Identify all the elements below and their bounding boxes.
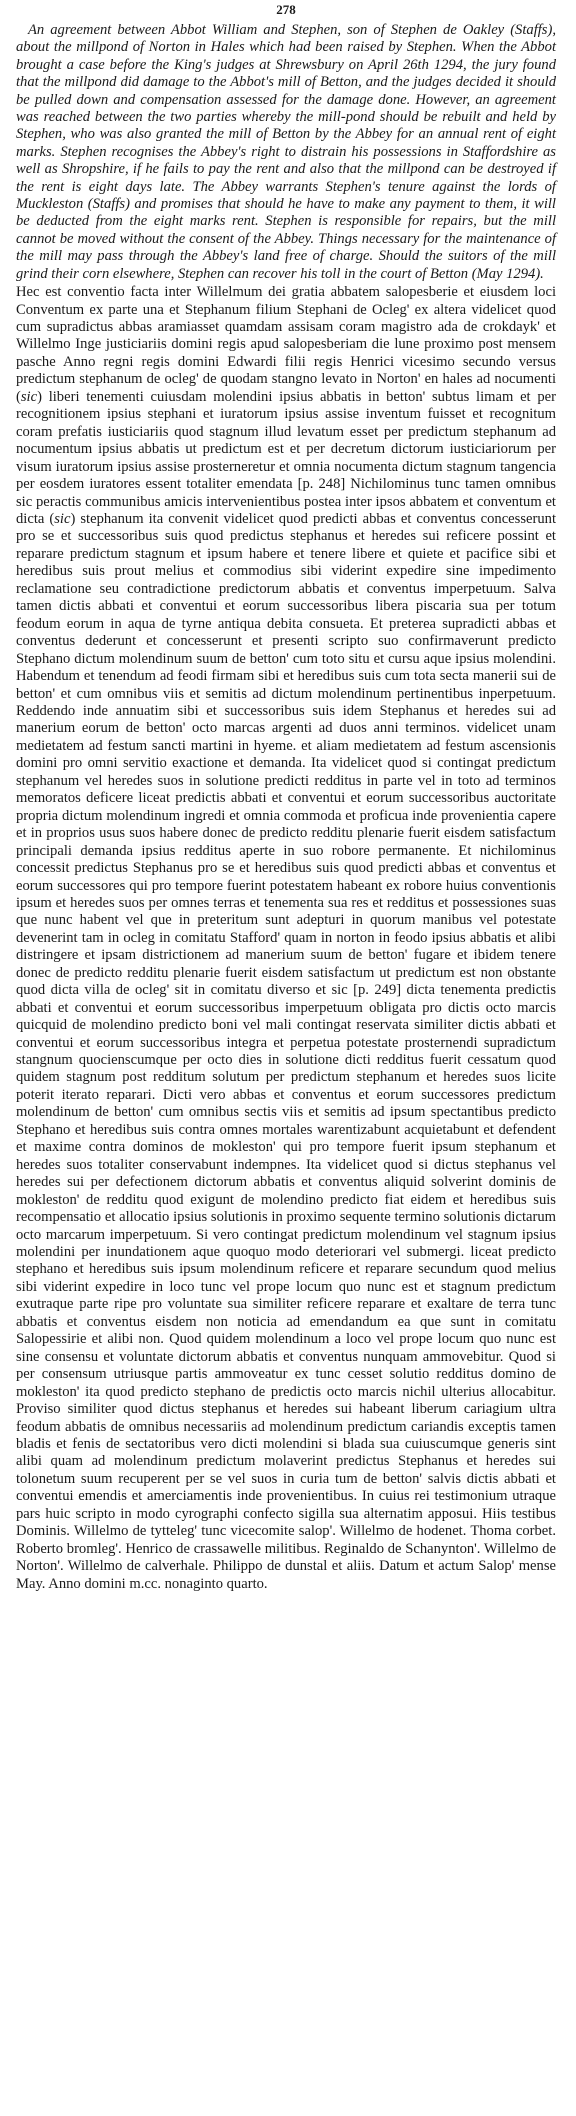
charter-part-2: ) liberi tenementi cuiusdam molendini ipsius abbatis in betton' subtus limam et per recognitionem ipsius stephani et iuratorum ipsius assise inventum fuisset et recognitum coram prefatis iusticiariis quod stagnum illud levatum esset per predictum stephanum ad nocumentum ipsius abbatis ut predictum est et per decretum dictorum iusticiariorum per visum iuratorum ipsius assise prosterneretur et omnia nocumenta dictum stagnum tangencia per eosdem iuratores essent totaliter emendata [p. 248] Nichilominus tunc tamen omnibus sic peractis communibus amicis intervenientibus postea inter ipsos abbatem et conventum et dicta ( (16, 388, 556, 527)
charter-part-1: Hec est conventio facta inter Willelmum dei gratia abbatem salopesberie et eiusdem loci Conventum ex parte una et Stephanum filium Stephani de Ocleg' ex altera videlicet quod cum supradictus abbas aramiasset quamdam assisam coram magistro ada de crokdayk' et Willelmo Inge justiciariis domini regis apud salopesberiam die lune proximo post mensem pasche Anno regni regis domini Edwardi filii regis Henrici vicesimo secundo versus predictum stephanum de ocleg' de quodam stangno levato in Norton' en hales ad nocumenti ( (16, 284, 556, 405)
latin-charter (16, 284, 556, 1593)
sic-note-1: sic (20, 388, 38, 405)
charter-text (16, 284, 556, 1593)
charter-part-3: ) stephanum ita convenit videlicet quod predicti abbas et conventus concesserunt pro se et successoribus suis quod predictus stephanus et heredes sui reficere possint et reparare predictum stagnum et ipsum habere et tenere libere et quiete et pacifice sibi et heredibus suis prout melius et commodius sibi viderint expedire sine impedimento reclamatione seu contradictione predictorum abbatis et conventus imperpetuum. Salva tamen dictis abbati et conventui et eorum successoribus libera piscaria sua per totum feodum eorum in aqua de tyrne antiqua debita consueta. Et preterea supradicti abbas et conventus dederunt et concesserunt et presenti scripto suo confirmaverunt predicto Stephano dictum molendinum suum de betton' cum toto situ et cursu aque ipsius molendini. Habendum et tenendum ad feodi firmam sibi et heredibus suis cum tota secta manerii sui de betton' et cum omnibus viis et semitis ad dictum molendinum pertinentibus inperpetuum. Reddendo inde annuatim sibi et successoribus suis idem Stephanus et heredes sui ad manerium eorum de betton' octo marcas argenti ad duos anni terminos. videlicet unam medietatem ad festum sancti martini in hyeme. et aliam medietatem ad festum ascensionis domini pro omni servitio exactione et demanda. Ita videlicet quod si contingat predictum stephanum vel heredes suos in solutione predicti redditus in parte vel in toto ad terminos memoratos deficere liceat predictis abbati et conventui et eorum successoribus auctoritate propria dictum molendinum ingredi et omnia commoda et proficua inde provenientia capere et in proprios usus suos habere donec de predicto redditu plenarie fuerit eisdem satisfactum principali demanda ipsius redditus aperte in suo robore permanente. Et nichilominus concessit predictus Stephanus pro se et heredibus suis quod predicti abbas et conventus et eorum successores qui pro tempore fuerint potestatem habeant ex robore huius conventionis ipsum et heredes suos per omnes terras et tenementa sua res et redditus et possessiones suas que nunc habent vel que in preteritum sunt adepturi in quorum manibus vel potestate devenerint tam in ocleg in comitatu Stafford' quam in norton in feodo ipsius abbatis et alibi distringere et ipsam districtionem ad manerium suum de betton' fugare et ibidem tenere donec de predicto redditu plenarie fuerit eisdem satisfactum ut predictum est non obstante quod dicta villa de ocleg' sit in comitatu diverso et sic [p. 249] dicta tenementa predictis abbati et conventui et eorum successoribus imperpetuum obligata pro dictis octo marcis quicquid de molendino predicto boni vel mali contingat reservata similiter dictis abbati et conventui et eorum successoribus integra et perpetua potestate prosternendi supradictum stangnum quocienscumque per octo dies in solutione dicti redditus fuerit cessatum quod quidem stagnum post redditum solutum per predictum stephanum et heredes suos licite poterit iterato reparari. Dicti vero abbas et conventus et eorum successores predictum molendinum de betton' cum omnibus sectis viis et semitis ad ipsum spectantibus predicto Stephano et heredibus suis contra omnes mortales warentizabunt acquietabunt et defendent et maxime contra dominos de mokleston' qui pro tempore fuerit ipsum stephanum et heredes suos totaliter conservabunt indempnes. Ita videlicet quod si dictus stephanus vel heredes sui per defectionem dictorum abbatis et conventus aliquid solverint dominis de mokleston' de redditu quod exigunt de molendino predicto fiat eidem et heredibus suis recompensatio et allocatio ipsius solutionis in proximo sequente termino solutionis dictarum octo marcarum imperpetuum. Si vero contingat predictum molendinum vel stagnum ipsius molendini per inundationem aque quoquo modo deteriorari vel submergi. liceat predicto stephano et heredibus suis ipsum molendinum reficere et reparare secundum quod melius sibi viderint expedire in loco tunc vel prope locum quo nunc est et stagnum predictum exutraque parte ripe pro voluntate sua similiter reficere reparare et exaltare de terra tunc abbatis et conventus eisdem non noticia ad emendandum ea que sunt in comitatu Salopessirie et alibi non. Quod quidem molendinum a loco vel prope locum quo nunc est sine consensu et voluntate dictorum abbatis et conventus nunquam ammovebitur. Quod si per consensum utriusque partis ammoveatur ex tunc cesset solutio redditus domino de mokleston' ita quod predicto stephano de predictis octo marcis nichil ulterius allocabitur. Proviso similiter quod dictus stephanus et heredes sui habeant liberum cariagium ultra feodum abbatis de omnibus necessariis ad molendinum predictum cariandis exceptis tamen bladis et fenis de sectatoribus vero dicti molendini si blada sua cuiuscumque generis sint alibi quam ad molendinum predictum molaverint predictus Stephanus et heredes sui tolonetum suum recuperent per se vel suos in curia tum de betton' salvis dictis abbati et conventui emendis et amerciamentis inde provenientibus. In cuius rei testimonium utraque pars huic scripto in modo cyrographi confecto sigilla sua alternatim apposui. Hiis testibus Dominis. Willelmo de tytteleg' tunc vicecomite salop'. Willelmo de hodenet. Thoma corbet. Roberto bromleg'. Henrico de crassawelle militibus. Reginaldo de Schanynton'. Willelmo de Norton'. Willelmo de calverhale. Philippo de dunstal et aliis. Datum et actum Salop' mense May. Anno domini m.cc. nonaginto quarto. (16, 510, 556, 1592)
sic-note-2: sic (54, 510, 71, 527)
english-summary: An agreement between Abbot William and Stephen, son of Stephen de Oakley (Staffs), about the millpond of Norton in Hales which had been raised by Stephen. When the Abbot brought a case before the King's judges at Shrewsbury on April 26th 1294, the jury found that the millpond did damage to the Abbot's mill of Betton, and the judges decided it should be pulled down and compensation assessed for the damage done. However, an agreement was reached between the two parties whereby the mill-pond should be rebuilt and held by Stephen, who was also granted the mill of Betton by the Abbey for an annual rent of eight marks. Stephen recognises the Abbey's right to distrain his possessions in Staffordshire as well as Shropshire, if he fails to pay the rent and also that the millpond can be destroyed if the rent is eight days late. The Abbey warrants Stephen's tenure against the lords of Muckleston (Staffs) and promises that should he have to make any payment to them, it will be deducted from the eight marks rent. Stephen is responsible for repairs, but the mill cannot be moved without the consent of the Abbey. Things necessary for the maintenance of the mill may pass through the Abbey's land free of charge. Should the suitors of the mill grind their corn elsewhere, Stephen can recover his toll in the court of Betton (May 1294). (16, 22, 556, 282)
page-number: 278 (276, 2, 296, 17)
